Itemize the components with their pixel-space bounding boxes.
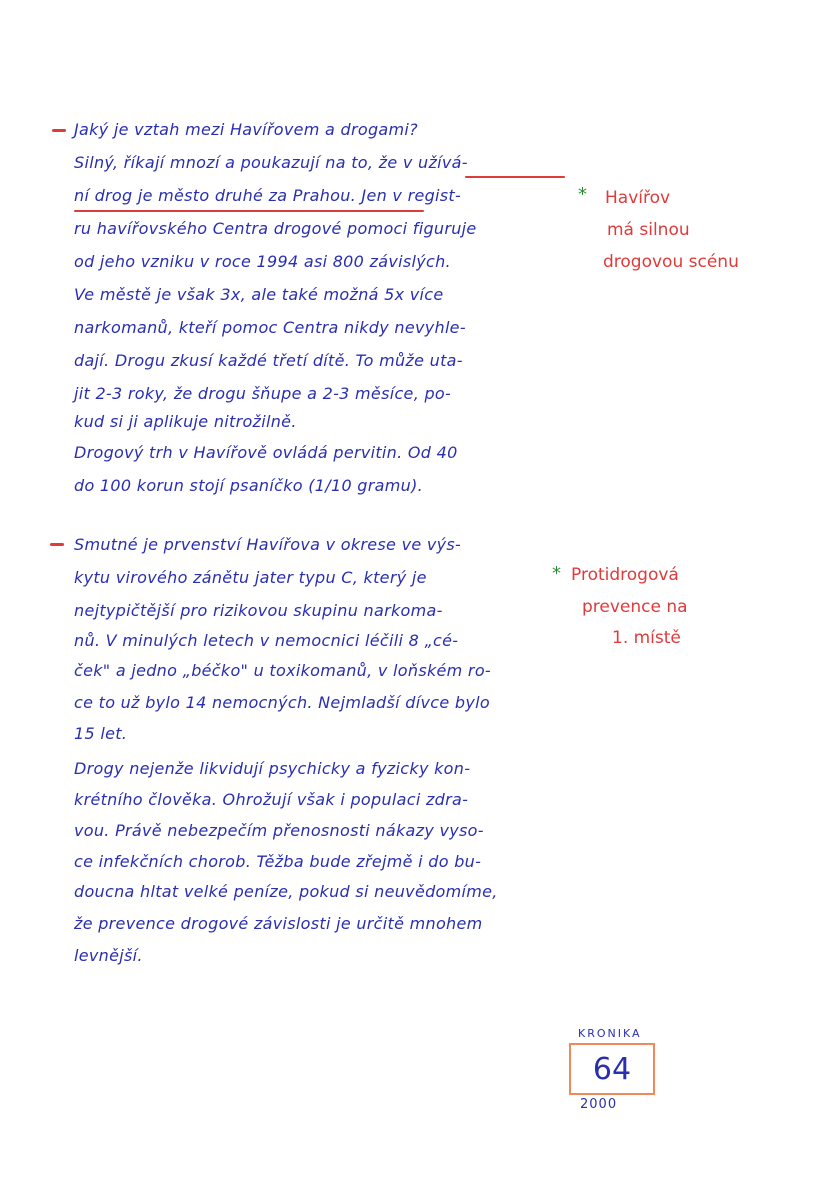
text-line: Silný, říkají mnozí a poukazují na to, že v užívá-	[74, 153, 468, 172]
red-underline	[465, 176, 565, 178]
text-line: do 100 korun stojí psaníčko (1/10 gramu).	[74, 476, 424, 495]
red-underline	[74, 210, 424, 212]
text-line: Ve městě je však 3x, ale také možná 5x více	[74, 285, 444, 304]
stamp-label: KRONIKA	[578, 1027, 642, 1040]
text-line: ru havířovského Centra drogové pomoci figuruje	[74, 219, 477, 238]
red-bullet-dash	[52, 129, 66, 132]
text-line: Drogy nejenže likvidují psychicky a fyzicky kon-	[74, 759, 471, 778]
text-line: ce infekčních chorob. Těžba bude zřejmě i do bu-	[74, 852, 482, 871]
text-line: jit 2-3 roky, že drogu šňupe a 2-3 měsíce, po-	[74, 384, 452, 403]
text-line: doucna hltat velké peníze, pokud si neuvědomíme,	[74, 882, 498, 901]
page-number: 64	[592, 1051, 632, 1087]
star-mark: *	[578, 184, 587, 205]
text-line: nejtypičtější pro rizikovou skupinu narkoma-	[74, 601, 443, 620]
margin-note-line: Protidrogová	[571, 565, 679, 585]
red-bullet-dash	[50, 543, 64, 546]
text-line: Jaký je vztah mezi Havířovem a drogami?	[74, 120, 418, 139]
text-line: ní drog je město druhé za Prahou. Jen v regist-	[74, 186, 462, 205]
text-line: že prevence drogové závislosti je určitě mnohem	[74, 914, 483, 933]
text-line: kytu virového zánětu jater typu C, který je	[74, 568, 427, 587]
text-line: Smutné je prvenství Havířova v okrese ve výs-	[74, 535, 462, 554]
text-line: Drogový trh v Havířově ovládá pervitin. Od 40	[74, 443, 458, 462]
text-line: krétního člověka. Ohrožují však i populaci zdra-	[74, 790, 469, 809]
margin-note-line: 1. místě	[612, 628, 681, 648]
text-line: od jeho vzniku v roce 1994 asi 800 závislých.	[74, 252, 451, 271]
stamp-year: 2000	[580, 1097, 618, 1112]
margin-note-line: má silnou	[607, 220, 690, 240]
text-line: ce to už bylo 14 nemocných. Nejmladší dívce bylo	[74, 693, 490, 712]
text-line: 15 let.	[74, 724, 128, 743]
text-line: dají. Drogu zkusí každé třetí dítě. To může uta-	[74, 351, 463, 370]
margin-note-line: drogovou scénu	[603, 252, 739, 272]
margin-note-line: prevence na	[582, 597, 688, 617]
margin-note-line: Havířov	[605, 188, 671, 208]
text-line: narkomanů, kteří pomoc Centra nikdy nevyhle-	[74, 318, 466, 337]
star-mark: *	[552, 563, 561, 584]
text-line: levnější.	[74, 946, 143, 965]
text-line: ček" a jedno „béčko" u toxikomanů, v loňském ro-	[74, 661, 491, 680]
page-number-stamp	[569, 1043, 655, 1095]
text-line: nů. V minulých letech v nemocnici léčili 8 „cé-	[74, 631, 459, 650]
text-line: vou. Právě nebezpečím přenosnosti nákazy vyso-	[74, 821, 484, 840]
text-line: kud si ji aplikuje nitrožilně.	[74, 412, 297, 431]
